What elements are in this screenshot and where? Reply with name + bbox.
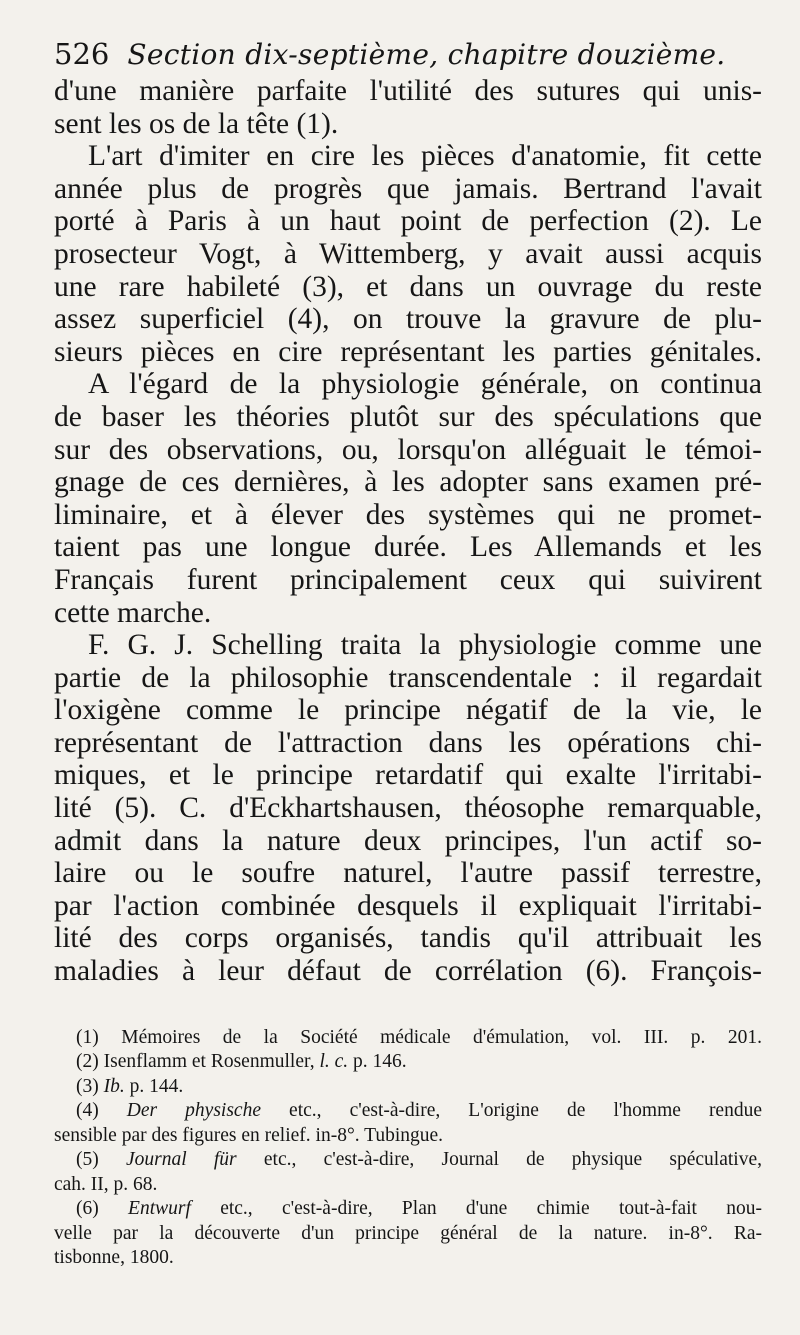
text-line: cette marche.	[54, 596, 212, 629]
footnote-text: etc., c'est-à-dire, L'origine de l'homme rendue	[261, 1100, 762, 1122]
footnote-text: sensible par des figures en relief. in-8°. Tubingue.	[54, 1124, 444, 1146]
text-line: partie de la philosophie transcendentale : il regardait	[54, 661, 762, 694]
text-line: sur des observations, ou, lorsqu'on alléguait le témoi-	[54, 433, 762, 466]
footnote-line	[54, 1148, 762, 1173]
text-line: sieurs pièces en cire représentant les parties génitales.	[54, 335, 762, 368]
text-line: assez superficiel (4), on trouve la gravure de plu-	[54, 303, 762, 336]
text-line: d'une manière parfaite l'utilité des sutures qui unis-	[54, 75, 762, 107]
footnote-text: etc., c'est-à-dire, Journal de physique spéculative,	[236, 1149, 762, 1171]
footnote-text: (1) Mémoires de la Société médicale d'émulation, vol. III. p. 201.	[76, 1026, 762, 1048]
footnote-text: p. 146.	[348, 1051, 407, 1073]
footnote-line	[54, 1026, 762, 1051]
text-line: Français furent principalement ceux qui suivirent	[54, 563, 762, 596]
footnote-line	[54, 1124, 762, 1149]
footnote-line	[54, 1075, 762, 1100]
footnote-line	[54, 1222, 762, 1247]
footnote-line	[54, 1173, 762, 1198]
text-line: une rare habileté (3), et dans un ouvrage du reste	[54, 270, 762, 303]
text-line: de baser les théories plutôt sur des spéculations que	[54, 400, 762, 433]
footnote-line	[54, 1246, 762, 1271]
text-line: admit dans la nature deux principes, l'un actif so-	[54, 824, 762, 857]
footnote-line	[54, 1197, 762, 1222]
running-head-title: Section dix-septième, chapitre douzième.	[127, 38, 726, 71]
footnote-text: (2) Isenflamm et Rosenmuller,	[76, 1051, 320, 1073]
text-line: maladies à leur défaut de corrélation (6). François-	[54, 955, 762, 988]
text-line: laire ou le soufre naturel, l'autre passif terrestre,	[54, 857, 762, 890]
text-line: porté à Paris à un haut point de perfection (2). Le	[54, 205, 762, 238]
text-line: liminaire, et à élever des systèmes qui ne promet-	[54, 498, 762, 531]
footnote-italic-text: Entwurf	[128, 1198, 191, 1220]
page-number: 526	[54, 37, 110, 71]
footnote-italic-text: l. c.	[319, 1051, 349, 1073]
text-line: taient pas une longue durée. Les Allemands et les	[54, 531, 762, 564]
text-line: prosecteur Vogt, à Wittemberg, y avait aussi acquis	[54, 237, 762, 270]
text-line: L'art d'imiter en cire les pièces d'anatomie, fit cette	[88, 140, 762, 173]
footnote-text: etc., c'est-à-dire, Plan d'une chimie tout-à-fait nou-	[190, 1198, 762, 1220]
text-line: l'oxigène comme le principe négatif de la vie, le	[54, 694, 762, 727]
running-head	[54, 36, 762, 73]
text-line: F. G. J. Schelling traita la physiologie comme une	[88, 629, 762, 662]
text-line: lité des corps organisés, tandis qu'il attribuait les	[54, 922, 762, 955]
footnote-italic-text: Ib.	[103, 1075, 125, 1097]
footnote-line	[54, 1099, 762, 1124]
text-line: lité (5). C. d'Eckhartshausen, théosophe remarquable,	[54, 792, 762, 825]
body-text	[54, 75, 762, 988]
text-line: par l'action combinée desquels il expliquait l'irritabi-	[54, 889, 762, 922]
text-line: A l'égard de la physiologie générale, on continua	[88, 368, 762, 401]
footnotes	[54, 1026, 762, 1271]
text-line: année plus de progrès que jamais. Bertrand l'avait	[54, 172, 762, 205]
text-line: gnage de ces dernières, à les adopter sans examen pré-	[54, 466, 762, 499]
footnote-italic-text: Journal für	[125, 1149, 237, 1171]
footnote-text: (6)	[76, 1198, 129, 1220]
text-line: sent les os de la tête (1).	[54, 107, 339, 140]
footnote-italic-text: Der physische	[126, 1100, 261, 1122]
text-line: miques, et le principe retardatif qui exalte l'irritabi-	[54, 759, 762, 792]
footnote-text: (3)	[76, 1075, 104, 1097]
footnote-text: cah. II, p. 68.	[54, 1173, 158, 1195]
footnote-text: velle par la découverte d'un principe général de la nature. in-8°. Ra-	[54, 1222, 762, 1244]
text-line: représentant de l'attraction dans les opérations chi-	[54, 726, 762, 759]
footnote-line	[54, 1050, 762, 1075]
footnote-text: p. 144.	[124, 1075, 184, 1097]
footnote-text: (5)	[76, 1149, 126, 1171]
footnote-text: (4)	[76, 1100, 127, 1122]
footnote-text: tisbonne, 1800.	[54, 1247, 174, 1269]
